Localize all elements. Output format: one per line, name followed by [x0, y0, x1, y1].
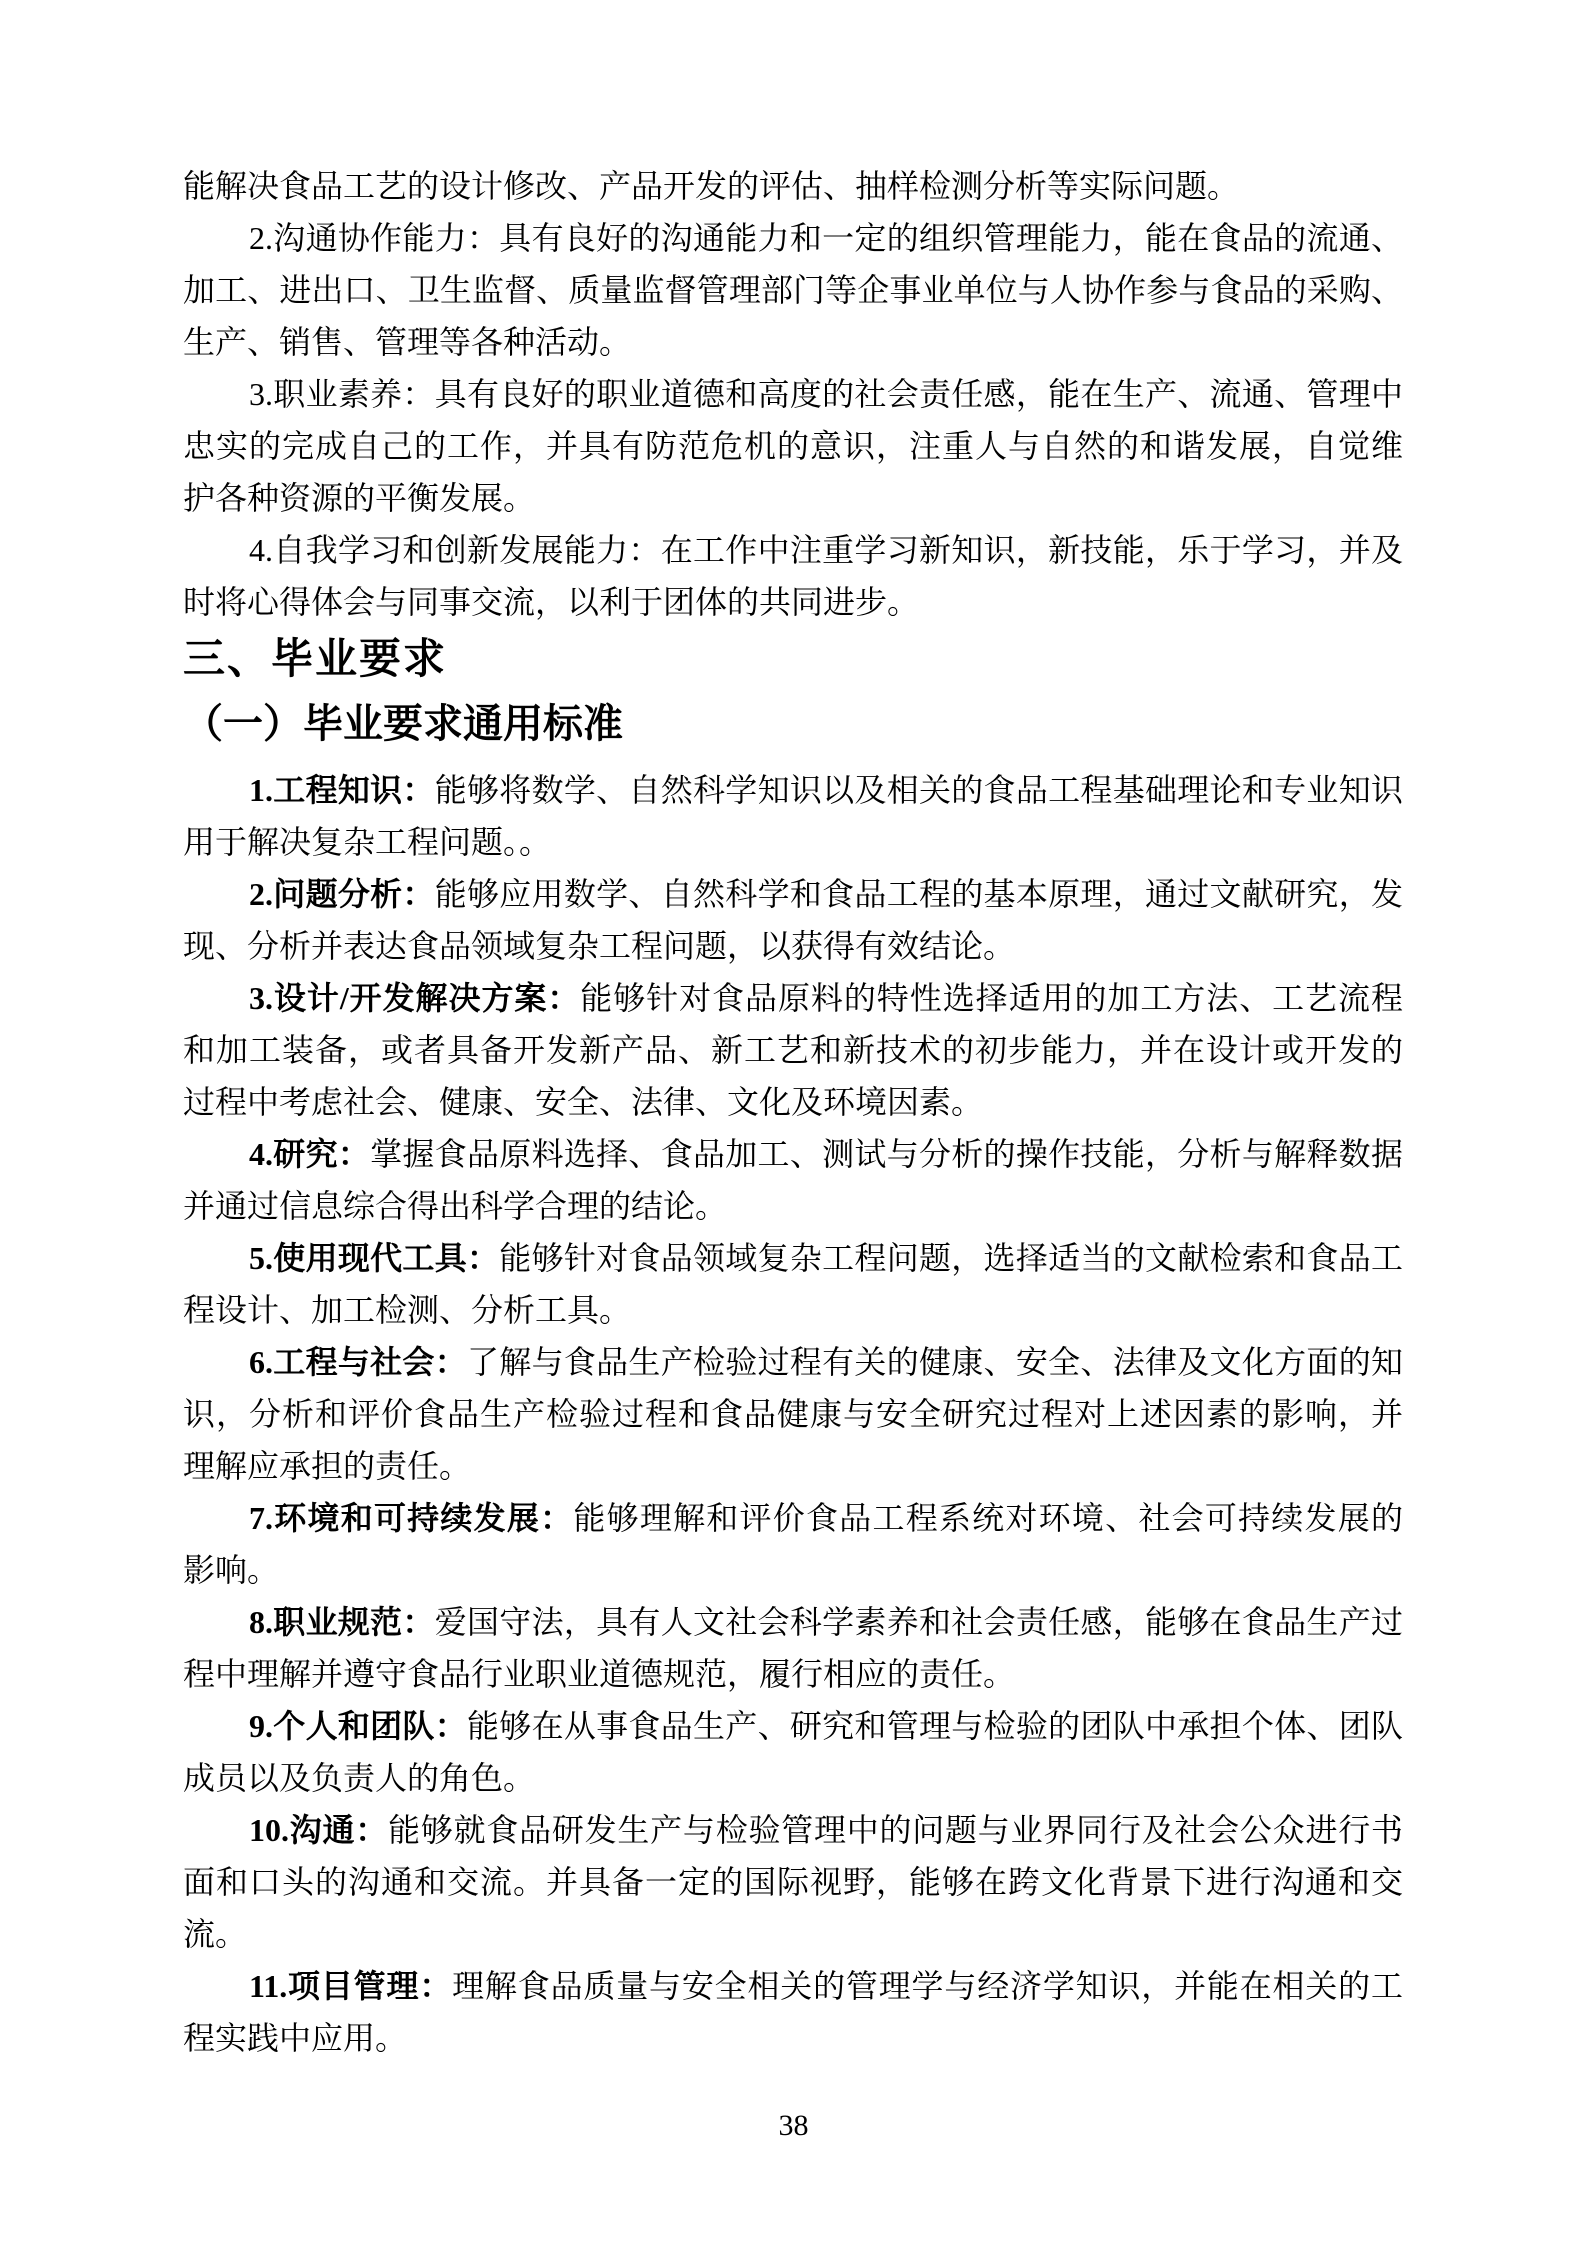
text-line: 程实践中应用。 [183, 2020, 408, 2056]
text-line: 3.职业素养：具有良好的职业道德和高度的社会责任感，能在生产、流通、管理中 [183, 368, 1403, 420]
paragraph [183, 1804, 1403, 1960]
body-text [183, 160, 1403, 2064]
paragraph [183, 764, 1403, 868]
text-line: 面和口头的沟通和交流。并具备一定的国际视野，能够在跨文化背景下进行沟通和交 [183, 1864, 1403, 1900]
first-line-indent [183, 404, 249, 405]
text-line: 2.沟通协作能力：具有良好的沟通能力和一定的组织管理能力，能在食品的流通、 [183, 212, 1403, 264]
requirement-label: 1.工程知识： [249, 772, 435, 808]
first-line-indent [183, 1632, 249, 1633]
text-line: 1.工程知识：能够将数学、自然科学知识以及相关的食品工程基础理论和专业知识 [183, 764, 1403, 816]
text-line: 忠实的完成自己的工作，并具有防范危机的意识，注重人与自然的和谐发展，自觉维 [183, 428, 1403, 464]
text-line: 8.职业规范：爱国守法，具有人文社会科学素养和社会责任感，能够在食品生产过 [183, 1596, 1403, 1648]
paragraph [183, 1128, 1403, 1232]
first-line-indent [183, 800, 249, 801]
text-line: 程中理解并遵守食品行业职业道德规范，履行相应的责任。 [183, 1656, 1016, 1692]
spacer [183, 756, 1403, 764]
first-line-indent [183, 1840, 249, 1841]
text-line: 护各种资源的平衡发展。 [183, 480, 536, 516]
requirement-label: 11.项目管理： [249, 1968, 453, 2004]
page-number: 38 [778, 2109, 809, 2142]
requirement-label: 4.研究： [249, 1136, 371, 1172]
text-line: 9.个人和团队：能够在从事食品生产、研究和管理与检验的团队中承担个体、团队 [183, 1700, 1403, 1752]
text-line: 11.项目管理：理解食品质量与安全相关的管理学与经济学知识，并能在相关的工 [183, 1960, 1403, 2012]
paragraph [183, 1336, 1403, 1492]
paragraph [183, 212, 1403, 368]
item-label: 2.沟通协作能力： [249, 220, 500, 256]
paragraph [183, 972, 1403, 1128]
requirement-label: 7.环境和可持续发展： [249, 1500, 574, 1536]
requirement-label: 9.个人和团队： [249, 1708, 467, 1744]
first-line-indent [183, 1164, 249, 1165]
item-label: 4.自我学习和创新发展能力： [249, 532, 661, 568]
text-line: 2.问题分析：能够应用数学、自然科学和食品工程的基本原理，通过文献研究，发 [183, 868, 1403, 920]
first-line-indent [183, 1736, 249, 1737]
text-line: 程设计、加工检测、分析工具。 [183, 1292, 632, 1328]
text-line: 10.沟通：能够就食品研发生产与检验管理中的问题与业界同行及社会公众进行书 [183, 1804, 1403, 1856]
first-line-indent [183, 560, 249, 561]
requirement-label: 3.设计/开发解决方案： [249, 980, 581, 1016]
requirement-label: 2.问题分析： [249, 876, 435, 912]
first-line-indent [183, 1008, 249, 1009]
text-line: 4.自我学习和创新发展能力：在工作中注重学习新知识，新技能，乐于学习，并及 [183, 524, 1403, 576]
text-line: 现、分析并表达食品领域复杂工程问题，以获得有效结论。 [183, 928, 1016, 964]
text-line: 4.研究：掌握食品原料选择、食品加工、测试与分析的操作技能，分析与解释数据 [183, 1128, 1403, 1180]
paragraph [183, 1492, 1403, 1596]
paragraph [183, 524, 1403, 628]
paragraph [183, 1596, 1403, 1700]
text-line: 过程中考虑社会、健康、安全、法律、文化及环境因素。 [183, 1084, 984, 1120]
subsection-heading: （一）毕业要求通用标准 [183, 701, 623, 746]
text-line: 识，分析和评价食品生产检验过程和食品健康与安全研究过程对上述因素的影响，并 [183, 1396, 1403, 1432]
text-line: 流。 [183, 1916, 248, 1952]
text-line: 理解应承担的责任。 [183, 1448, 472, 1484]
text-line: 用于解决复杂工程问题。。 [183, 824, 552, 860]
requirement-label: 10.沟通： [249, 1812, 389, 1848]
first-line-indent [183, 904, 249, 905]
paragraph [183, 1960, 1403, 2064]
text-line: 时将心得体会与同事交流，以利于团体的共同进步。 [183, 584, 920, 620]
text-line: 生产、销售、管理等各种活动。 [183, 324, 632, 360]
first-line-indent [183, 1528, 249, 1529]
first-line-indent [183, 1268, 249, 1269]
item-label: 3.职业素养： [249, 376, 435, 412]
requirement-label: 5.使用现代工具： [249, 1240, 500, 1276]
requirement-label: 6.工程与社会： [249, 1344, 467, 1380]
first-line-indent [183, 248, 249, 249]
paragraph [183, 368, 1403, 524]
text-line: 成员以及负责人的角色。 [183, 1760, 536, 1796]
first-line-indent [183, 1372, 249, 1373]
text-line: 3.设计/开发解决方案：能够针对食品原料的特性选择适用的加工方法、工艺流程 [183, 972, 1403, 1024]
text-line: 并通过信息综合得出科学合理的结论。 [183, 1188, 728, 1224]
section-heading: 三、毕业要求 [183, 637, 448, 683]
text-line: 加工、进出口、卫生监督、质量监督管理部门等企事业单位与人协作参与食品的采购、 [183, 272, 1403, 308]
first-line-indent [183, 1996, 249, 1997]
paragraph [183, 1700, 1403, 1804]
paragraph [183, 160, 1403, 212]
text-line: 7.环境和可持续发展：能够理解和评价食品工程系统对环境、社会可持续发展的 [183, 1492, 1403, 1544]
text-line: 6.工程与社会：了解与食品生产检验过程有关的健康、安全、法律及文化方面的知 [183, 1336, 1403, 1388]
paragraph [183, 868, 1403, 972]
text-line: 能解决食品工艺的设计修改、产品开发的评估、抽样检测分析等实际问题。 [183, 168, 1240, 204]
requirement-label: 8.职业规范： [249, 1604, 435, 1640]
text-line: 5.使用现代工具：能够针对食品领域复杂工程问题，选择适当的文献检索和食品工 [183, 1232, 1403, 1284]
paragraph [183, 1232, 1403, 1336]
text-line: 影响。 [183, 1552, 280, 1588]
text-line: 和加工装备，或者具备开发新产品、新工艺和新技术的初步能力，并在设计或开发的 [183, 1032, 1403, 1068]
